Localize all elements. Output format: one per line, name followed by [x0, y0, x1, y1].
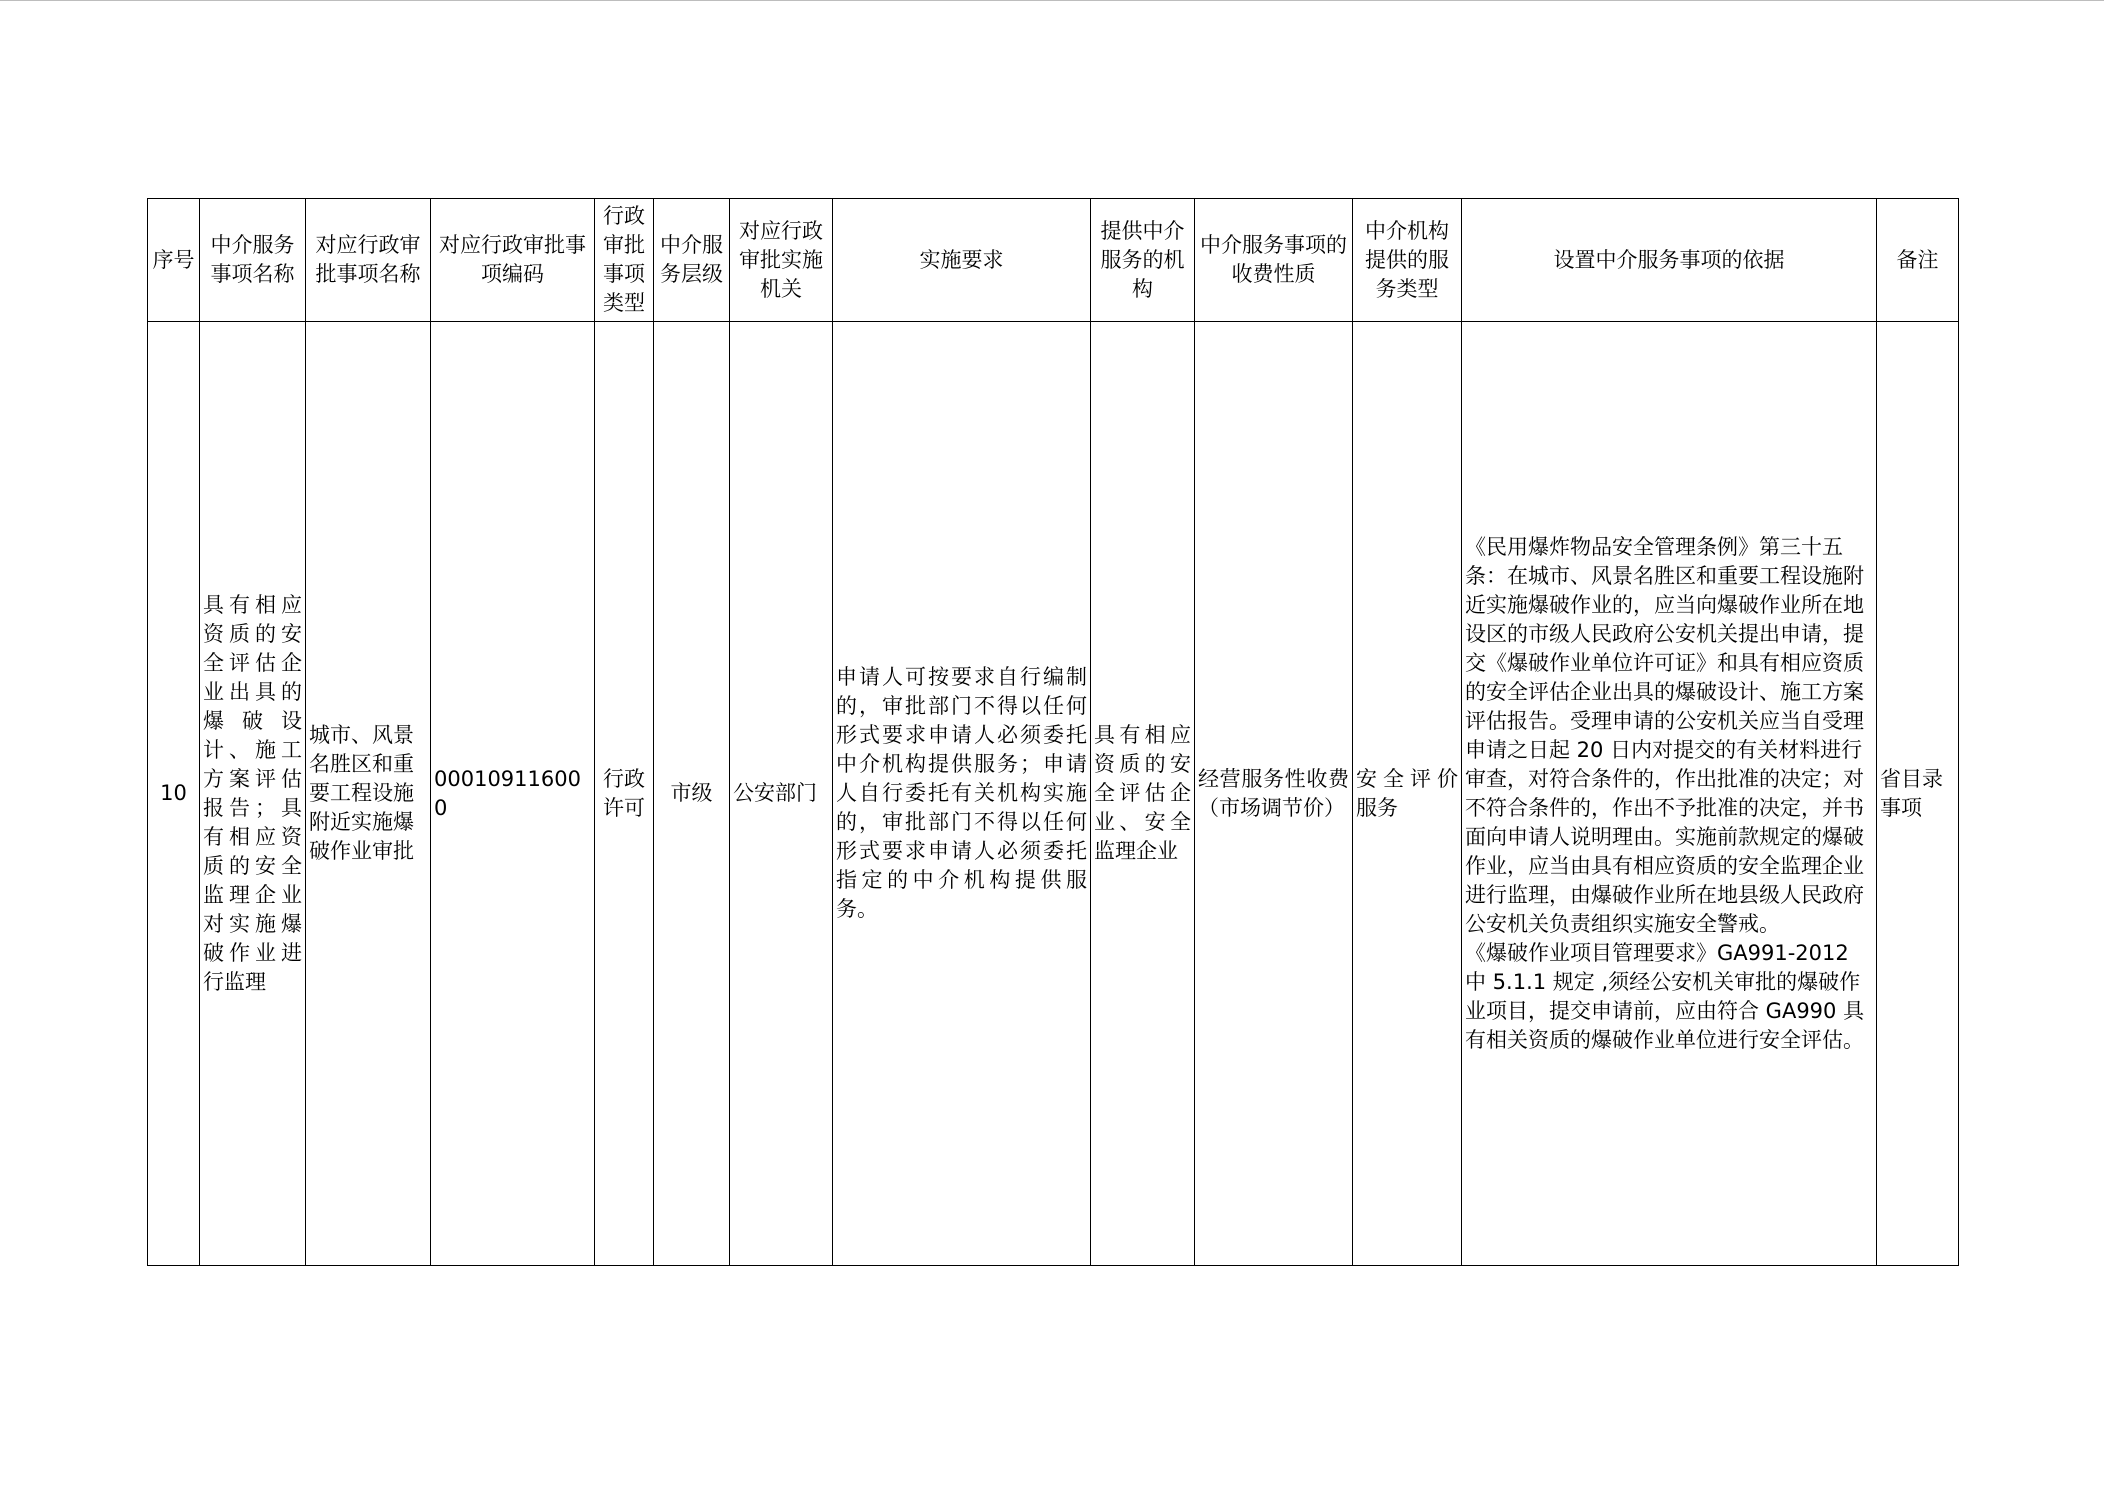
basis-paragraph-regulation: 《民用爆炸物品安全管理条例》第三十五条：在城市、风景名胜区和重要工程设施附近实施爆破作业的，应当向爆破作业所在地设区的市级人民政府公安机关提出申请，提交《爆破作业单位许可证》和具有相应资质的安全评估企业出具的爆破设计、施工方案评估报告。受理申请的公安机关应当自受理申请之日起 20 日内对提交的有关材料进行审查，对符合条件的，作出批准的决定；对不符合条件的，作出不予批准的决定，并书面向申请人说明理由。实施前款规定的爆破作业，应当由具有相应资质的安全监理企业进行监理，由爆破作业所在地县级人民政府公安机关负责组织实施安全警戒。	[1465, 534, 1864, 936]
intermediary-service-table	[147, 198, 1959, 1266]
cell-provider: 具有相应资质的安全评估企业、安全监理企业	[1091, 322, 1195, 1266]
table-row	[148, 322, 1959, 1266]
cell-service-name: 具有相应资质的安全评估企业出具的爆破设计、施工方案评估报告；具有相应资质的安全监理企业对实施爆破作业进行监理	[200, 322, 306, 1266]
cell-service-level: 市级	[654, 322, 730, 1266]
cell-approval-code: 000109116000	[431, 322, 595, 1266]
header-fee-nature: 中介服务事项的收费性质	[1195, 199, 1353, 322]
basis-paragraph-standard: 《爆破作业项目管理要求》GA991-2012 中 5.1.1 规定 ,须经公安机关审批的爆破作业项目，提交申请前，应由符合 GA990 具有相关资质的爆破作业单位进行安全评估。	[1465, 940, 1865, 1052]
cell-basis	[1462, 322, 1877, 1266]
header-provider: 提供中介服务的机构	[1091, 199, 1195, 322]
header-approval-name: 对应行政审批事项名称	[306, 199, 431, 322]
cell-remark: 省目录事项	[1877, 322, 1959, 1266]
header-approval-type: 行政审批事项类型	[595, 199, 654, 322]
cell-service-type: 安全评价服务	[1353, 322, 1462, 1266]
cell-fee-nature: 经营服务性收费（市场调节价）	[1195, 322, 1353, 1266]
cell-seq: 10	[148, 322, 200, 1266]
header-agency: 对应行政审批实施机关	[730, 199, 833, 322]
header-basis: 设置中介服务事项的依据	[1462, 199, 1877, 322]
header-approval-code: 对应行政审批事项编码	[431, 199, 595, 322]
page-top-rule	[0, 0, 2104, 1]
header-service-name: 中介服务事项名称	[200, 199, 306, 322]
header-service-type: 中介机构提供的服务类型	[1353, 199, 1462, 322]
table-header-row	[148, 199, 1959, 322]
cell-approval-type: 行政许可	[595, 322, 654, 1266]
header-service-level: 中介服务层级	[654, 199, 730, 322]
cell-requirement: 申请人可按要求自行编制的，审批部门不得以任何形式要求申请人必须委托中介机构提供服务；申请人自行委托有关机构实施的，审批部门不得以任何形式要求申请人必须委托指定的中介机构提供服务。	[833, 322, 1091, 1266]
header-remark: 备注	[1877, 199, 1959, 322]
cell-agency: 公安部门	[730, 322, 833, 1266]
header-seq: 序号	[148, 199, 200, 322]
header-requirement: 实施要求	[833, 199, 1091, 322]
cell-approval-name: 城市、风景名胜区和重要工程设施附近实施爆破作业审批	[306, 322, 431, 1266]
